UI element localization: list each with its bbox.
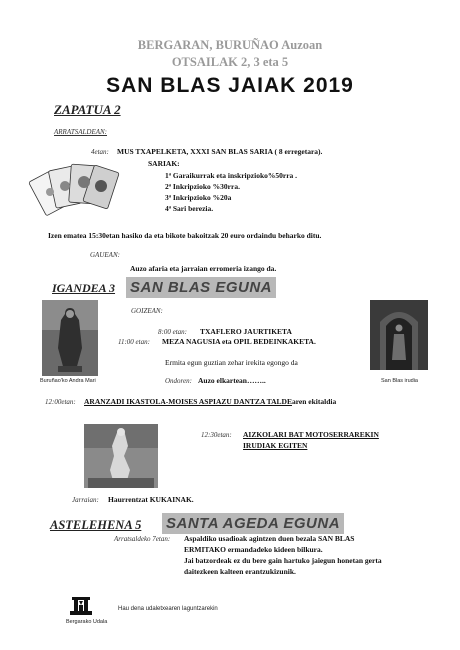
- day-astelehena: ASTELEHENA 5: [50, 518, 142, 532]
- page-title: SAN BLAS JAIAK 2019: [106, 74, 354, 97]
- logo-text: Bergarako Udala: [66, 619, 108, 625]
- mus-event: MUS TXAPELKETA, XXXI SAN BLAS SARIA ( 8 erregetara).: [117, 147, 323, 156]
- astelehena-line1: Aspaldiko usadioak agintzen duen bezala SAN BLAS: [184, 534, 355, 543]
- astelehena-line3: Jai batzordeak ez du bere gain hartuko jaiegun honetan gerta: [184, 556, 382, 565]
- dinner-info: Auzo afaria eta jarraian erromeria izango da.: [130, 264, 277, 273]
- ondoren-label: Ondoren:: [165, 377, 192, 385]
- astelehena-line2: ERMITAKO ermandadeko kideen bilkura.: [184, 545, 323, 554]
- mus-time: 4etan:: [91, 148, 109, 156]
- jarraian-event: Haurrentzat KUKAINAK.: [108, 495, 194, 504]
- location-heading: BERGARAN, BURUÑAO Auzoan: [137, 38, 323, 52]
- santa-ageda-banner: SANTA AGEDA EGUNA: [162, 513, 344, 534]
- jarraian-label: Jarraian:: [72, 496, 99, 504]
- prize-3: 3ª Inkripzioko %20a: [165, 193, 232, 202]
- event-dantza: [84, 397, 336, 406]
- san-blas-caption: San Blas irudia: [381, 378, 418, 384]
- san-blas-eguna-banner: SAN BLAS EGUNA: [126, 277, 276, 298]
- prize-2: 2ª Inkripzioko %30rra.: [165, 182, 240, 191]
- arratsaldean-label: ARRATSALDEAN:: [54, 128, 108, 136]
- event-txaflero: TXAFLERO JAURTIKETA: [200, 327, 292, 336]
- dantza-group: ARANZADI IKASTOLA-MOISES ASPIAZU DANTZA TALDE: [84, 397, 292, 406]
- time-dantza: 12:00etan:: [45, 398, 76, 406]
- event-aizkolari-line2: IRUDIAK EGITEN: [243, 441, 308, 450]
- ondoren-event: Auzo elkartean……..: [198, 376, 266, 385]
- playing-cards-image: [28, 160, 128, 220]
- event-meza: MEZA NAGUSIA eta OPIL BEDEINKAKETA.: [162, 337, 316, 346]
- dates-heading: OTSAILAK 2, 3 eta 5: [171, 55, 289, 69]
- time-meza: 11:00 etan:: [118, 338, 150, 346]
- andra-mari-photo: [42, 300, 98, 376]
- gauean-label: GAUEAN:: [90, 251, 120, 259]
- dantza-suffix: aren ekitaldia: [291, 397, 337, 406]
- event-aizkolari-line1: AIZKOLARI BAT MOTOSERRAREKIN: [243, 430, 379, 439]
- sariak-label: SARIAK:: [148, 159, 180, 168]
- time-txaflero: 8:00 etan:: [158, 328, 187, 336]
- aizkolari-sculpture-photo: [84, 424, 158, 488]
- prize-1: 1ª Garaikurrak eta inskripzioko%50rra .: [165, 171, 298, 180]
- time-bilkura: Arratsaldeko 7etan:: [114, 535, 171, 543]
- goizean-label: GOIZEAN:: [131, 307, 163, 315]
- prize-4: 4ª Sari berezia.: [165, 204, 214, 213]
- day-zapatua: ZAPATUA 2: [54, 102, 121, 117]
- ermita-info: Ermita egun guztian zehar irekita egongo da: [165, 358, 298, 367]
- time-aizkolari: 12:30etan:: [201, 431, 232, 439]
- bergara-logo-icon: [68, 595, 94, 617]
- astelehena-line4: daitezkeen kalteen erantzukizunik.: [184, 567, 296, 576]
- andra-mari-caption: Buruñao'ko Andra Mari: [40, 378, 96, 384]
- sponsor-text: Hau dena udaletxearen laguntzarekin: [118, 606, 218, 612]
- day-igandea: IGANDEA 3: [52, 281, 116, 295]
- registration-info: Izen ematea 15:30etan hasiko da eta bikote bakoitzak 20 euro ordaindu beharko ditu.: [48, 231, 322, 240]
- san-blas-photo: [370, 300, 428, 370]
